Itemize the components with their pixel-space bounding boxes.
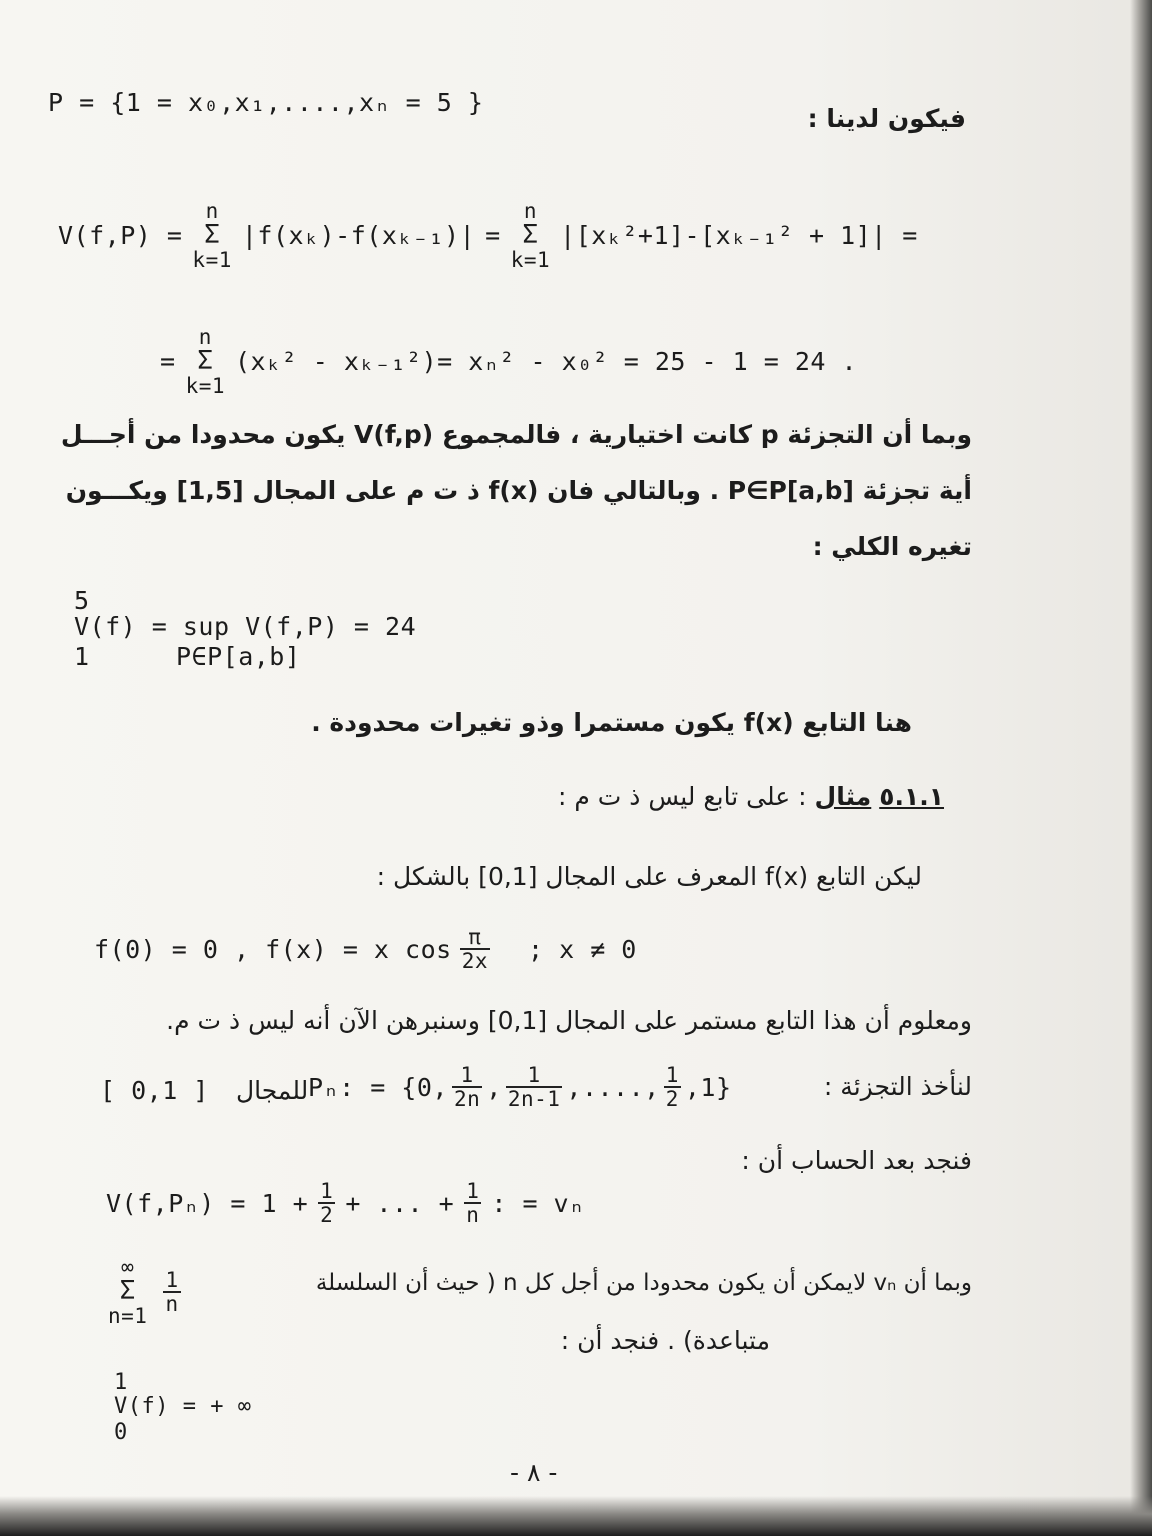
example-label: مثال xyxy=(814,782,872,811)
partition-frac-2 xyxy=(506,1064,563,1110)
known-statement: ومعلوم أن هذا التابع مستمر على المجال [0,1] وسنبرهن الآن أنه ليس ذ ت م. xyxy=(166,1006,972,1035)
partition-end: ,1} xyxy=(684,1072,732,1102)
page-number: - ٨ - xyxy=(510,1458,558,1487)
final-lower: 0 xyxy=(114,1420,128,1445)
sum-op-3: Σ xyxy=(197,346,214,377)
function-definition xyxy=(94,926,637,972)
hf2-num: 1 xyxy=(466,1179,480,1203)
pf3-num: 1 xyxy=(665,1063,679,1087)
sum-lower-2: k=1 xyxy=(510,248,551,273)
after-calculation-text: فنجد بعد الحساب أن : xyxy=(741,1146,972,1175)
cos-denominator: 2x xyxy=(461,949,488,974)
series-notation xyxy=(108,1256,183,1327)
variation-term1: |f(xₖ)-f(xₖ₋₁)| xyxy=(241,221,476,251)
series-op: Σ xyxy=(119,1276,136,1307)
result-eq: = xyxy=(160,347,176,377)
partition-start: Pₙ: = {0, xyxy=(308,1072,448,1102)
total-variation-lower: 1 xyxy=(74,642,90,671)
variation-lhs: V(f,P) = xyxy=(58,221,183,251)
pf2-num: 1 xyxy=(506,1064,563,1088)
page-right-shadow xyxy=(1130,0,1152,1536)
function-part1: f(0) = 0 , f(x) = x cos xyxy=(94,934,452,964)
series-num: 1 xyxy=(165,1267,179,1292)
partition-dots: ,...., xyxy=(566,1072,660,1102)
sum-op-1: Σ xyxy=(204,220,221,251)
conclusion-text: هنا التابع f(x) يكون مستمرا وذو تغيرات محدودة . xyxy=(311,708,912,737)
example-heading xyxy=(558,782,944,811)
paragraph-line-1: وبما أن التجزئة p كانت اختيارية ، فالمجموع V(f,p) يكون محدودا من أجـــل xyxy=(60,420,972,449)
hf1-num: 1 xyxy=(320,1179,334,1203)
final-upper: 1 xyxy=(114,1370,128,1395)
pf1-den: 2n xyxy=(453,1087,481,1112)
partition-definition: P = {1 = x₀,x₁,....,xₙ = 5 } xyxy=(48,88,484,117)
cos-numerator: π xyxy=(460,926,490,950)
function-part2: ; x ≠ 0 xyxy=(527,934,637,964)
sum-symbol-2 xyxy=(511,200,550,271)
cos-fraction xyxy=(460,926,490,972)
harmonic-start: V(f,Pₙ) = 1 + xyxy=(106,1188,309,1218)
pf2-den: 2n-1 xyxy=(507,1087,561,1112)
variation-equation xyxy=(58,200,918,271)
sum-op-2: Σ xyxy=(522,220,539,251)
harmonic-frac-2 xyxy=(464,1180,481,1226)
interval-text: [ 0,1 ] xyxy=(100,1076,209,1105)
partition-frac-3 xyxy=(664,1064,681,1110)
sup-subscript: P∈P[a,b] xyxy=(176,642,301,671)
series-den: n xyxy=(165,1291,179,1316)
result-expression: (xₖ² - xₖ₋₁²)= xₙ² - x₀² = 25 - 1 = 24 . xyxy=(235,347,858,377)
pf1-num: 1 xyxy=(452,1064,482,1088)
sum-upper-2: n xyxy=(523,199,537,223)
variation-result xyxy=(160,326,857,397)
series-fraction xyxy=(163,1269,180,1315)
paragraph-line-3: تغيره الكلي : xyxy=(812,532,972,561)
partition-set: Pₙ: = {0, $\frac{1}{2n}$ , $\frac{1}{2n-1}$ ,...., $\frac{1}{2}$ ,1} xyxy=(308,1063,732,1112)
divergence-text: وبما أن vₙ لايمكن أن يكون محدودا من أجل كل n ( حيث أن السلسلة xyxy=(315,1270,972,1296)
total-variation-upper: 5 xyxy=(74,586,90,615)
sum-symbol-1 xyxy=(192,200,231,271)
example-intro: ليكن التابع f(x) المعرف على المجال [0,1] بالشكل : xyxy=(376,862,922,891)
partition-frac-1 xyxy=(452,1064,482,1110)
total-variation-main: V(f) = sup V(f,P) = 24 xyxy=(74,612,417,641)
final-main: V(f) = + ∞ xyxy=(114,1394,252,1419)
sum-upper-3: n xyxy=(198,325,212,349)
paragraph-line-2: أية تجزئة P∈P[a,b] . وبالتالي فان f(x) ذ ت م على المجال [1,5] ويكـــون xyxy=(65,476,972,505)
variation-eq: = xyxy=(485,221,501,251)
series-lower: n=1 xyxy=(108,1304,148,1329)
sum-upper-1: n xyxy=(205,199,219,223)
for-interval-text: للمجال xyxy=(236,1076,309,1105)
page-bottom-shadow xyxy=(0,1496,1152,1536)
series-upper: ∞ xyxy=(121,1255,135,1279)
take-partition-text: لنأخذ التجزئة : xyxy=(823,1072,972,1101)
sum-lower-1: k=1 xyxy=(192,248,232,273)
we-have-text: فيكون لدينا : xyxy=(807,104,966,133)
example-title: : على تابع ليس ذ ت م : xyxy=(558,782,807,811)
variation-term2: |[xₖ²+1]-[xₖ₋₁² + 1]| = xyxy=(560,221,918,251)
sum-symbol-3 xyxy=(186,326,225,397)
pf3-den: 2 xyxy=(665,1087,679,1112)
hf2-den: n xyxy=(466,1203,480,1228)
harmonic-sum xyxy=(106,1180,585,1226)
harmonic-end: : = vₙ xyxy=(491,1188,585,1218)
harmonic-frac-1 xyxy=(318,1180,335,1226)
hf1-den: 2 xyxy=(320,1203,334,1228)
divergence-text-2: متباعدة) . فنجد أن : xyxy=(560,1326,770,1355)
series-sum-symbol xyxy=(108,1256,147,1327)
sum-lower-3: k=1 xyxy=(185,374,225,399)
harmonic-mid: + ... + xyxy=(345,1188,455,1218)
example-number: ٥.١.١ xyxy=(879,782,944,811)
